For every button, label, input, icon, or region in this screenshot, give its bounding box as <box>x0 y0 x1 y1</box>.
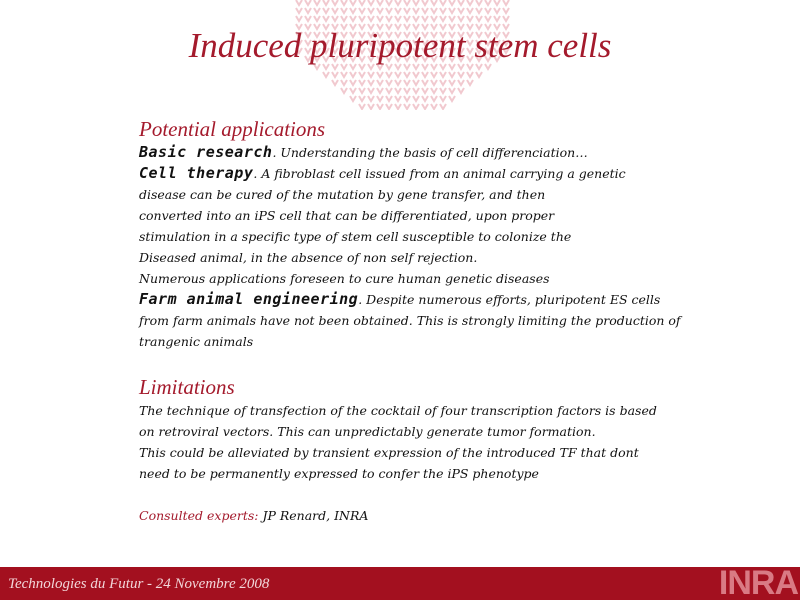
limitations-line-1: The technique of transfection of the cocktail of four transcription factors is based <box>139 403 657 418</box>
cell-therapy-text-3: converted into an iPS cell that can be differentiated, upon proper <box>139 208 555 223</box>
cell-therapy-term: Cell therapy <box>139 164 254 182</box>
limitations-line-2: on retroviral vectors. This can unpredictably generate tumor formation. <box>139 424 596 439</box>
experts-names: JP Renard, INRA <box>258 508 369 523</box>
cell-therapy-line <box>139 163 759 184</box>
cell-therapy-text-6: Numerous applications foreseen to cure human genetic diseases <box>139 271 550 286</box>
basic-research-term: Basic research <box>139 143 273 161</box>
cell-therapy-text-5: Diseased animal, in the absence of non self rejection. <box>139 250 478 265</box>
cell-therapy-text-2: disease can be cured of the mutation by gene transfer, and then <box>139 187 546 202</box>
page-title: Induced pluripotent stem cells <box>188 26 612 65</box>
applications-heading: Potential applications <box>139 117 326 141</box>
farm-animal-text: . Despite numerous efforts, pluripotent ES cells <box>358 292 661 307</box>
basic-research-line <box>139 142 759 163</box>
farm-animal-term: Farm animal engineering <box>139 290 359 308</box>
footer-bar <box>0 564 800 602</box>
farm-animal-text-3: trangenic animals <box>139 334 254 349</box>
limitations-line-3: This could be alleviated by transient expression of the introduced TF that dont <box>139 445 639 460</box>
consulted-experts <box>139 505 759 526</box>
basic-research-text: . Understanding the basis of cell differenciation… <box>272 145 588 160</box>
footer-text: Technologies du Futur - 24 Novembre 2008 <box>8 576 270 592</box>
farm-animal-line <box>139 289 759 310</box>
cell-therapy-text: . A fibroblast cell issued from an animal carrying a genetic <box>253 166 626 181</box>
section-spacer <box>139 484 759 505</box>
cell-therapy-text-4: stimulation in a specific type of stem cell susceptible to colonize the <box>139 229 572 244</box>
limitations-heading: Limitations <box>139 375 235 399</box>
inra-logo: INRA <box>718 564 798 602</box>
section-spacer <box>139 352 759 374</box>
experts-label: Consulted experts: <box>139 508 259 523</box>
farm-animal-text-2: from farm animals have not been obtained. This is strongly limiting the production of <box>139 313 681 328</box>
limitations-line-4: need to be permanently expressed to confer the iPS phenotype <box>139 466 539 481</box>
slide-content <box>139 116 759 526</box>
